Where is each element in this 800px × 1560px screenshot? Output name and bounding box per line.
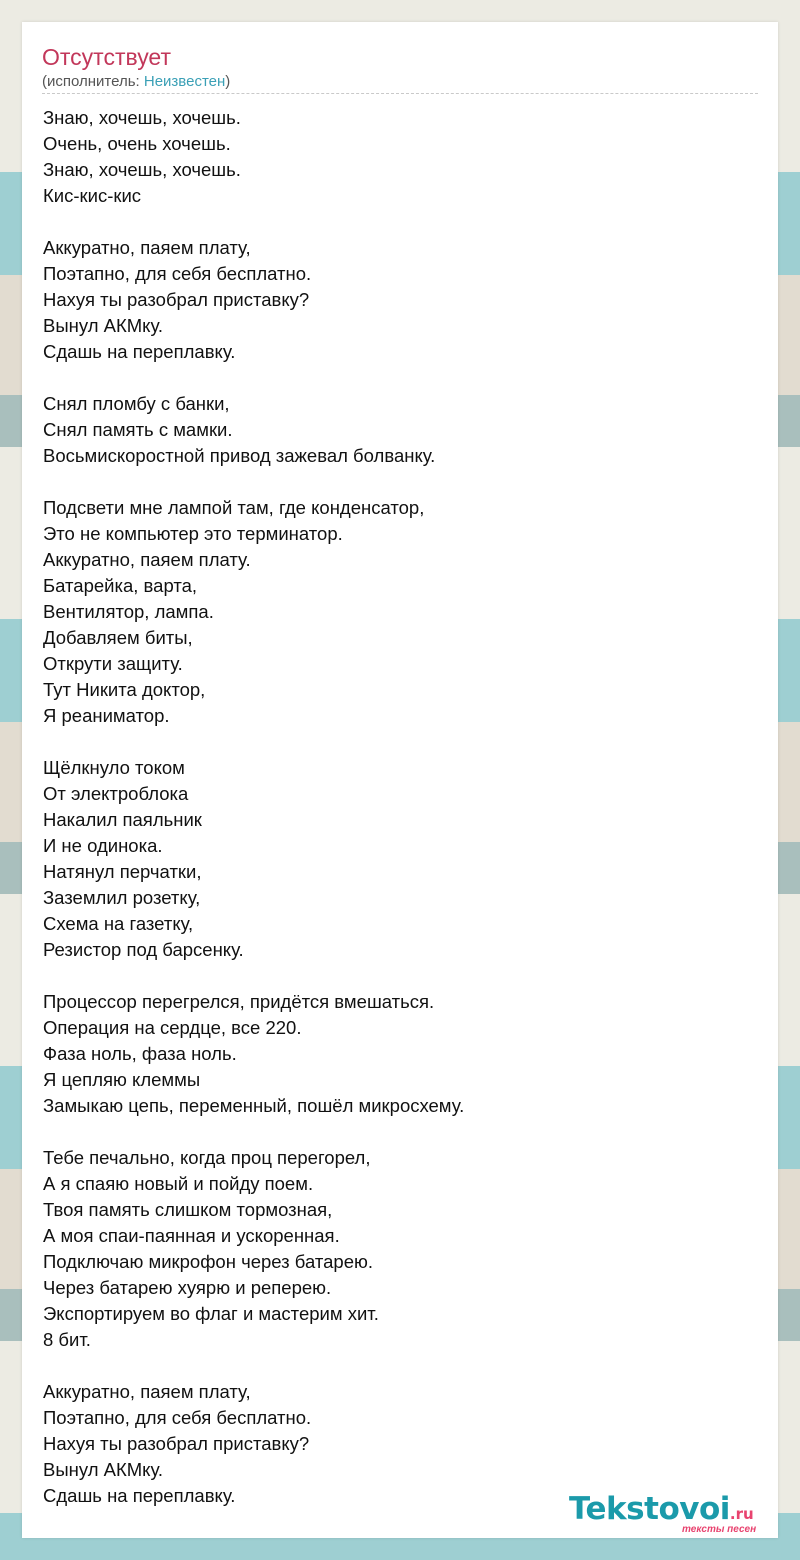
lyric-line: Операция на сердце, все 220. [43,1017,302,1038]
lyric-line: Аккуратно, паяем плату. [43,549,251,570]
lyric-line: Вынул АКМку. [43,1459,163,1480]
lyric-line: От электроблока [43,783,189,804]
lyric-line: Аккуратно, паяем плату, [43,237,251,258]
lyric-line: Сдашь на переплавку. [43,341,236,362]
lyric-line: Батарейка, варта, [43,575,198,596]
logo-name: Tekstovoi [569,1491,730,1527]
lyric-line: Аккуратно, паяем плату, [43,1381,251,1402]
lyric-line: Подключаю микрофон через батарею. [43,1251,373,1272]
lyric-line: Схема на газетку, [43,913,194,934]
lyric-line: Накалил паяльник [43,809,202,830]
lyric-line: Открути защиту. [43,653,183,674]
stanza-gap [43,365,763,391]
lyric-line: Резистор под барсенку. [43,939,244,960]
lyric-line: Очень, очень хочешь. [43,133,231,154]
lyric-line: Поэтапно, для себя бесплатно. [43,1407,312,1428]
lyric-line: Через батарею хуярю и реперею. [43,1277,332,1298]
artist-prefix: (исполнитель: [42,73,144,90]
logo-tld: .ru [729,1505,754,1523]
lyric-line: Щёлкнуло током [43,757,185,778]
divider [42,93,758,94]
lyric-line: 8 бит. [43,1329,91,1350]
site-logo[interactable] [569,1492,779,1536]
lyric-line: Вынул АКМку. [43,315,163,336]
lyric-line: Фаза ноль, фаза ноль. [43,1043,237,1064]
logo-tagline: тексты песен [682,1524,757,1535]
lyric-line: Замыкаю цепь, переменный, пошёл микросхему. [43,1095,465,1116]
lyric-line: Нахуя ты разобрал приставку? [43,1433,310,1454]
lyric-line: Снял память с мамки. [43,419,233,440]
stanza-gap [43,469,763,495]
lyric-line: Заземлил розетку, [43,887,201,908]
lyric-line: Знаю, хочешь, хочешь. [43,107,241,128]
lyric-line: Поэтапно, для себя бесплатно. [43,263,312,284]
stanza-gap [43,729,763,755]
stanza-gap [43,1353,763,1379]
lyric-line: Тебе печально, когда проц перегорел, [43,1147,371,1168]
lyric-line: А я спаяю новый и пойду поем. [43,1173,314,1194]
lyrics-text [43,105,763,1509]
lyric-line: Это не компьютер это терминатор. [43,523,343,544]
song-title: Отсутствует [42,44,171,70]
lyric-line: Сдашь на переплавку. [43,1485,236,1506]
lyric-line: Кис-кис-кис [43,185,142,206]
stanza-gap [43,1119,763,1145]
artist-line [42,73,230,91]
lyric-line: Восьмискоростной привод зажевал болванку. [43,445,436,466]
lyric-line: И не одинока. [43,835,163,856]
stanza-gap [43,963,763,989]
lyric-line: Натянул перчатки, [43,861,202,882]
lyric-line: Знаю, хочешь, хочешь. [43,159,241,180]
lyric-line: Тут Никита доктор, [43,679,206,700]
lyric-line: Я реаниматор. [43,705,170,726]
lyric-line: Твоя память слишком тормозная, [43,1199,333,1220]
artist-suffix: ) [225,73,231,90]
stanza-gap [43,209,763,235]
lyric-line: А моя спаи-паянная и ускоренная. [43,1225,340,1246]
lyric-line: Вентилятор, лампа. [43,601,214,622]
lyric-line: Подсвети мне лампой там, где конденсатор, [43,497,425,518]
lyric-line: Процессор перегрелся, придётся вмешаться. [43,991,435,1012]
lyrics-card [22,22,778,1538]
artist-link[interactable]: Неизвестен [143,73,226,90]
lyric-line: Нахуя ты разобрал приставку? [43,289,310,310]
lyric-line: Добавляем биты, [43,627,193,648]
lyric-line: Экспортируем во флаг и мастерим хит. [43,1303,379,1324]
lyric-line: Снял пломбу с банки, [43,393,230,414]
lyric-line: Я цепляю клеммы [43,1069,201,1090]
